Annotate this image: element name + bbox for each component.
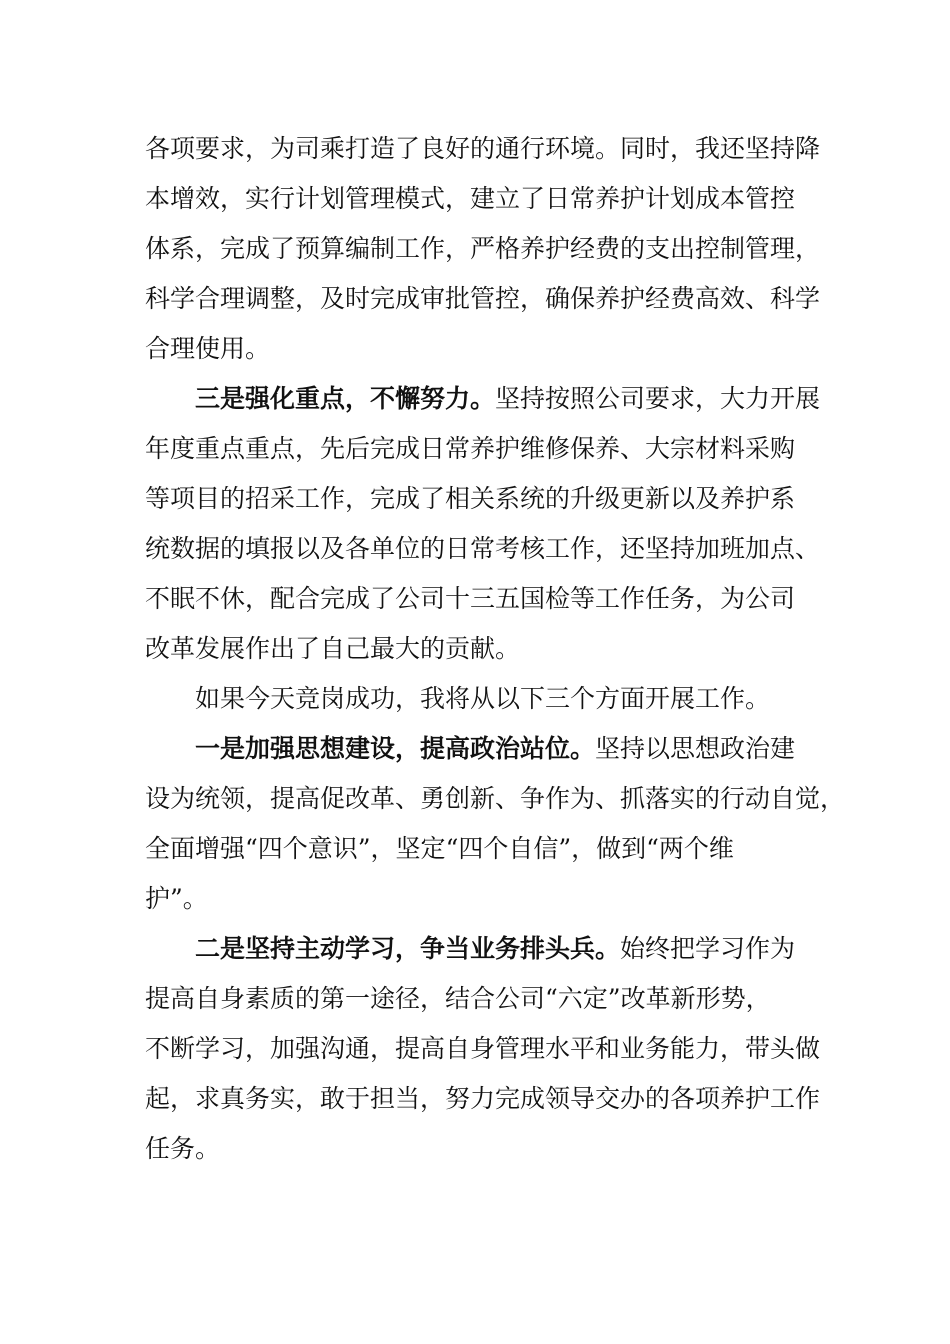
paragraph-heading: 三是强化重点，不懈努力。 [195, 384, 496, 413]
paragraph-text: 始终把学习作为 [620, 934, 796, 963]
intro-line: 如果今天竞岗成功，我将从以下三个方面开展工作。 [195, 684, 771, 713]
paragraph-line: 不眠不休，配合完成了公司十三五国检等工作任务，为公司 [145, 584, 796, 613]
paragraph-line: 任务。 [145, 1134, 221, 1163]
paragraph-text: 坚持按照公司要求，大力开展 [495, 384, 821, 413]
paragraph-heading: 二是坚持主动学习，争当业务排头兵。 [195, 934, 621, 963]
paragraph-line: 起，求真务实，敢于担当，努力完成领导交办的各项养护工作 [145, 1084, 821, 1113]
paragraph-line: 统数据的填报以及各单位的日常考核工作，还坚持加班加点、 [145, 534, 821, 563]
paragraph-line: 提高自身素质的第一途径，结合公司“六定”改革新形势， [145, 984, 771, 1013]
paragraph-line: 各项要求，为司乘打造了良好的通行环境。同时，我还坚持降 [145, 134, 821, 163]
paragraph-line: 全面增强“四个意识”，坚定“四个自信”，做到“两个维 [145, 834, 734, 863]
paragraph-line: 科学合理调整，及时完成审批管控，确保养护经费高效、科学 [145, 284, 821, 313]
paragraph-first-line [195, 934, 795, 964]
paragraph-line: 设为统领，提高促改革、勇创新、争作为、抓落实的行动自觉， [145, 784, 846, 813]
paragraph-line: 不断学习，加强沟通，提高自身管理水平和业务能力，带头做 [145, 1034, 821, 1063]
paragraph-heading: 一是加强思想建设，提高政治站位。 [195, 734, 596, 763]
paragraph-line: 合理使用。 [145, 334, 271, 363]
paragraph-first-line [195, 384, 820, 414]
paragraph-first-line [195, 734, 795, 764]
paragraph-text: 坚持以思想政治建 [595, 734, 796, 763]
paragraph-line: 体系，完成了预算编制工作，严格养护经费的支出控制管理， [145, 234, 821, 263]
paragraph-line: 改革发展作出了自己最大的贡献。 [145, 634, 521, 663]
paragraph-line: 等项目的招采工作，完成了相关系统的升级更新以及养护系 [145, 484, 796, 513]
document-body [145, 0, 846, 1344]
paragraph-line: 本增效，实行计划管理模式，建立了日常养护计划成本管控 [145, 184, 796, 213]
paragraph-line: 护”。 [145, 884, 208, 913]
paragraph-line: 年度重点重点，先后完成日常养护维修保养、大宗材料采购 [145, 434, 796, 463]
